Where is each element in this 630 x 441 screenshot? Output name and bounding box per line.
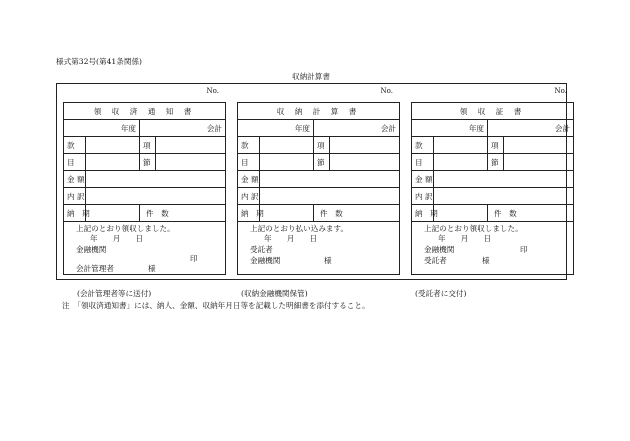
document-title: 収納計算書 xyxy=(292,72,330,81)
amount-value xyxy=(86,171,226,188)
count-label: 件 数 xyxy=(140,205,226,222)
form-caption: (受託者に交付) xyxy=(415,289,467,298)
breakdown-label: 内 訳 xyxy=(238,188,260,205)
form-number-label: No. xyxy=(380,87,393,95)
kan-value xyxy=(86,137,140,154)
setsu-label: 節 xyxy=(314,154,330,171)
party-line-1: 金融機関 xyxy=(76,245,107,254)
amount-value xyxy=(434,171,574,188)
date-line: 年 月 日 xyxy=(90,234,144,243)
kan-label: 款 xyxy=(64,137,86,154)
form-table xyxy=(411,102,574,275)
amount-label: 金 額 xyxy=(238,171,260,188)
count-label: 件 数 xyxy=(488,205,574,222)
setsu-label: 節 xyxy=(488,154,504,171)
form-table xyxy=(237,102,400,275)
form-caption: (会計管理者等に送付) xyxy=(77,289,152,298)
kan-value xyxy=(434,137,488,154)
form-title: 収 納 計 算 書 xyxy=(238,103,400,120)
kan-label: 款 xyxy=(412,137,434,154)
date-line: 年 月 日 xyxy=(264,234,318,243)
moku-label: 目 xyxy=(238,154,260,171)
kan-value xyxy=(260,137,314,154)
breakdown-value xyxy=(260,188,400,205)
kou-label: 項 xyxy=(488,137,504,154)
amount-label: 金 額 xyxy=(64,171,86,188)
setsu-value xyxy=(156,154,226,171)
account-label: 会計 xyxy=(314,120,400,137)
due-value xyxy=(260,205,314,222)
kou-label: 項 xyxy=(140,137,156,154)
kou-value xyxy=(330,137,400,154)
kan-label: 款 xyxy=(238,137,260,154)
due-label: 納 期 xyxy=(238,205,260,222)
receipt-note xyxy=(412,222,574,275)
due-value xyxy=(86,205,140,222)
amount-label: 金 額 xyxy=(412,171,434,188)
breakdown-value xyxy=(86,188,226,205)
seal-mark-1: 印 xyxy=(520,245,528,254)
note-text: 上記のとおり領収しました。 xyxy=(76,224,175,233)
form-title: 領 収 証 書 xyxy=(412,103,574,120)
due-value xyxy=(434,205,488,222)
fiscal-year-label: 年度 xyxy=(238,120,314,137)
kou-value xyxy=(156,137,226,154)
forms-frame xyxy=(56,83,570,298)
note-text: 上記のとおり払い込みます。 xyxy=(250,224,349,233)
breakdown-label: 内 訳 xyxy=(412,188,434,205)
due-label: 納 期 xyxy=(412,205,434,222)
form-number: 様式第32号(第41条関係) xyxy=(56,57,142,66)
seal-mark-1: 印 xyxy=(190,254,198,263)
seal-mark-2: 様 xyxy=(148,264,156,273)
fiscal-year-label: 年度 xyxy=(412,120,488,137)
party-line-2: 会計管理者 xyxy=(76,264,114,273)
form-number-label: No. xyxy=(206,87,219,95)
moku-value xyxy=(434,154,488,171)
seal-mark-2: 様 xyxy=(324,256,332,265)
form-number-label: No. xyxy=(554,87,567,95)
account-label: 会計 xyxy=(488,120,574,137)
form-table xyxy=(63,102,226,275)
form-title: 領 収 済 通 知 書 xyxy=(64,103,226,120)
setsu-value xyxy=(504,154,574,171)
footnote: 注 「領収済通知書」には、納人、金額、収納年月日等を記載した明細書を添付すること。 xyxy=(62,301,370,310)
setsu-label: 節 xyxy=(140,154,156,171)
fiscal-year-label: 年度 xyxy=(64,120,140,137)
moku-value xyxy=(86,154,140,171)
account-label: 会計 xyxy=(140,120,226,137)
seal-mark-2: 様 xyxy=(482,256,490,265)
party-line-2: 受託者 xyxy=(424,256,447,265)
kou-value xyxy=(504,137,574,154)
form-caption: (収納金融機関保管) xyxy=(241,289,308,298)
setsu-value xyxy=(330,154,400,171)
breakdown-value xyxy=(434,188,574,205)
party-line-1: 金融機関 xyxy=(424,245,455,254)
moku-value xyxy=(260,154,314,171)
receipt-note xyxy=(64,222,226,275)
breakdown-label: 内 訳 xyxy=(64,188,86,205)
amount-value xyxy=(260,171,400,188)
date-line: 年 月 日 xyxy=(438,234,492,243)
note-text: 上記のとおり領収しました。 xyxy=(424,224,523,233)
kou-label: 項 xyxy=(314,137,330,154)
count-label: 件 数 xyxy=(314,205,400,222)
party-line-1: 受託者 xyxy=(250,245,273,254)
moku-label: 目 xyxy=(64,154,86,171)
moku-label: 目 xyxy=(412,154,434,171)
party-line-2: 金融機関 xyxy=(250,256,281,265)
due-label: 納 期 xyxy=(64,205,86,222)
receipt-note xyxy=(238,222,400,275)
